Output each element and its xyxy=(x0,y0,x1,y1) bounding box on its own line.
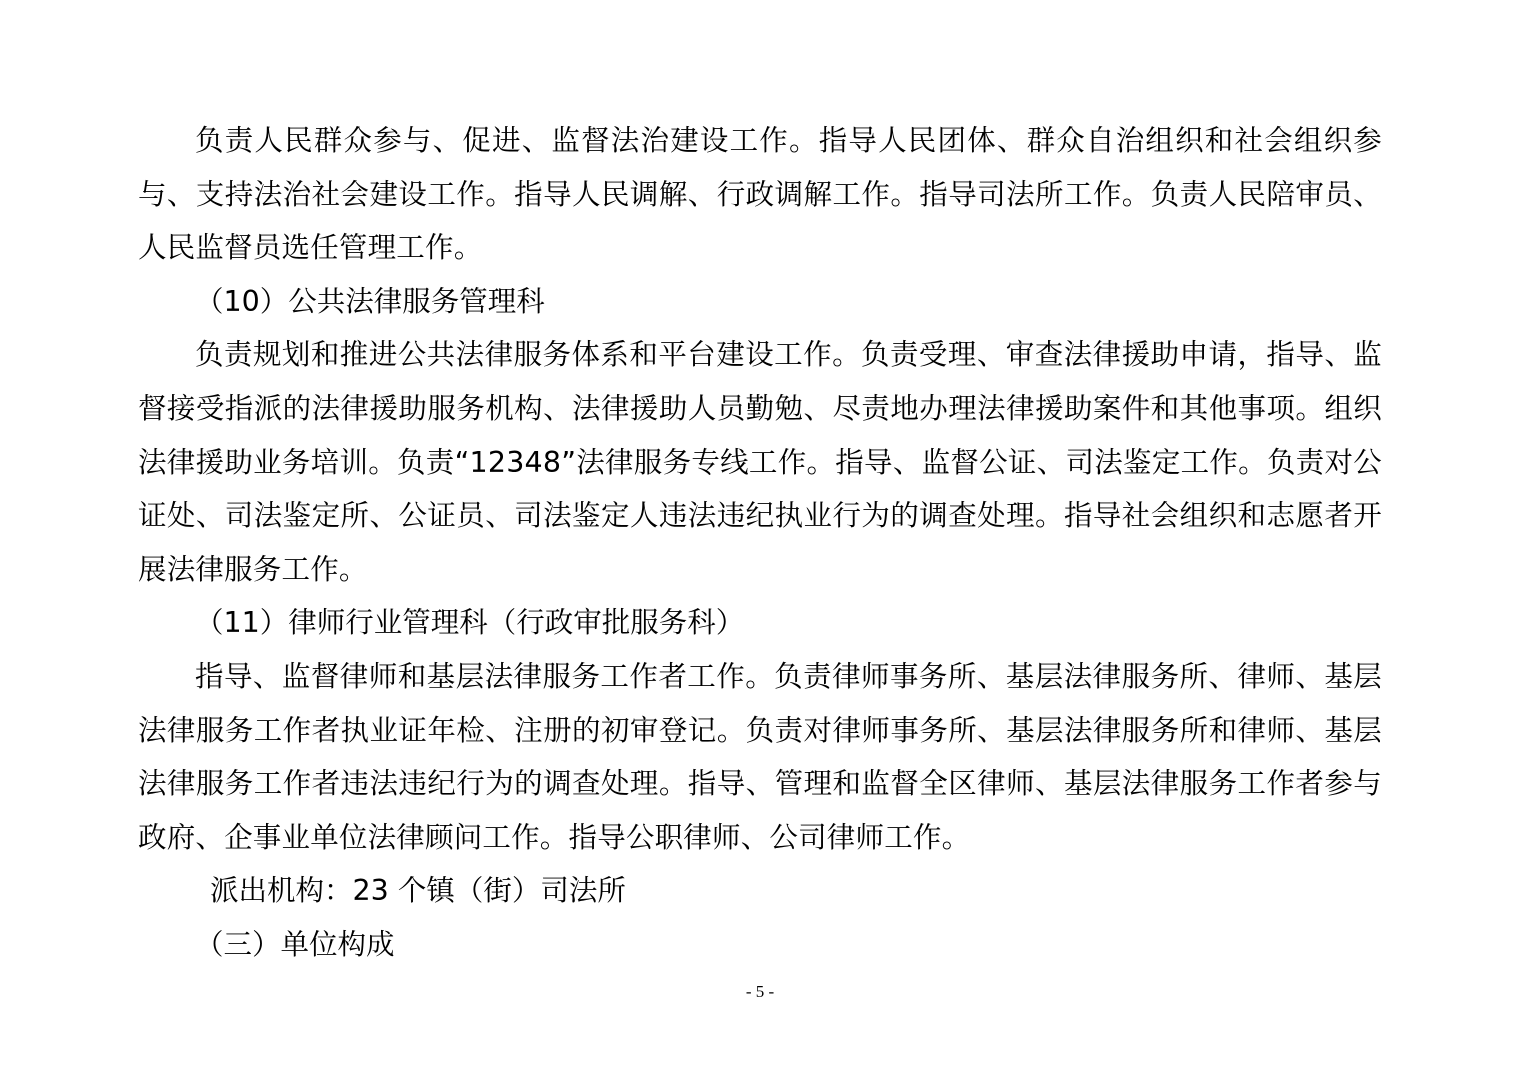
paragraph-rule-of-law-duties: 负责人民群众参与、促进、监督法治建设工作。指导人民团体、群众自治组织和社会组织参与、支持法治社会建设工作。指导人民调解、行政调解工作。指导司法所工作。负责人民陪审员、人民监督员选任管理工作。 xyxy=(138,124,1382,265)
page-number: - 5 - xyxy=(745,982,775,1001)
dispatch-agencies-line: 派出机构：23 个镇（街）司法所 xyxy=(210,874,626,908)
section-heading-unit-composition: （三）单位构成 xyxy=(195,927,395,961)
section-heading-public-legal-services: （10）公共法律服务管理科 xyxy=(195,284,545,318)
document-body xyxy=(138,114,1382,972)
paragraph-lawyer-industry-duties: 指导、监督律师和基层法律服务工作者工作。负责律师事务所、基层法律服务所、律师、基层法律服务工作者执业证年检、注册的初审登记。负责对律师事务所、基层法律服务所和律师、基层法律服务工作者违法违纪行为的调查处理。指导、管理和监督全区律师、基层法律服务工作者参与政府、企事业单位法律顾问工作。指导公职律师、公司律师工作。 xyxy=(138,659,1382,854)
section-heading-lawyer-industry: （11）律师行业管理科（行政审批服务科） xyxy=(195,606,745,640)
paragraph-public-legal-services-duties: 负责规划和推进公共法律服务体系和平台建设工作。负责受理、审查法律援助申请，指导、监督接受指派的法律援助服务机构、法律援助人员勤勉、尽责地办理法律援助案件和其他事项。组织法律援助业务培训。负责“12348”法律服务专线工作。指导、监督公证、司法鉴定工作。负责对公证处、司法鉴定所、公证员、司法鉴定人违法违纪执业行为的调查处理。指导社会组织和志愿者开展法律服务工作。 xyxy=(138,338,1382,586)
